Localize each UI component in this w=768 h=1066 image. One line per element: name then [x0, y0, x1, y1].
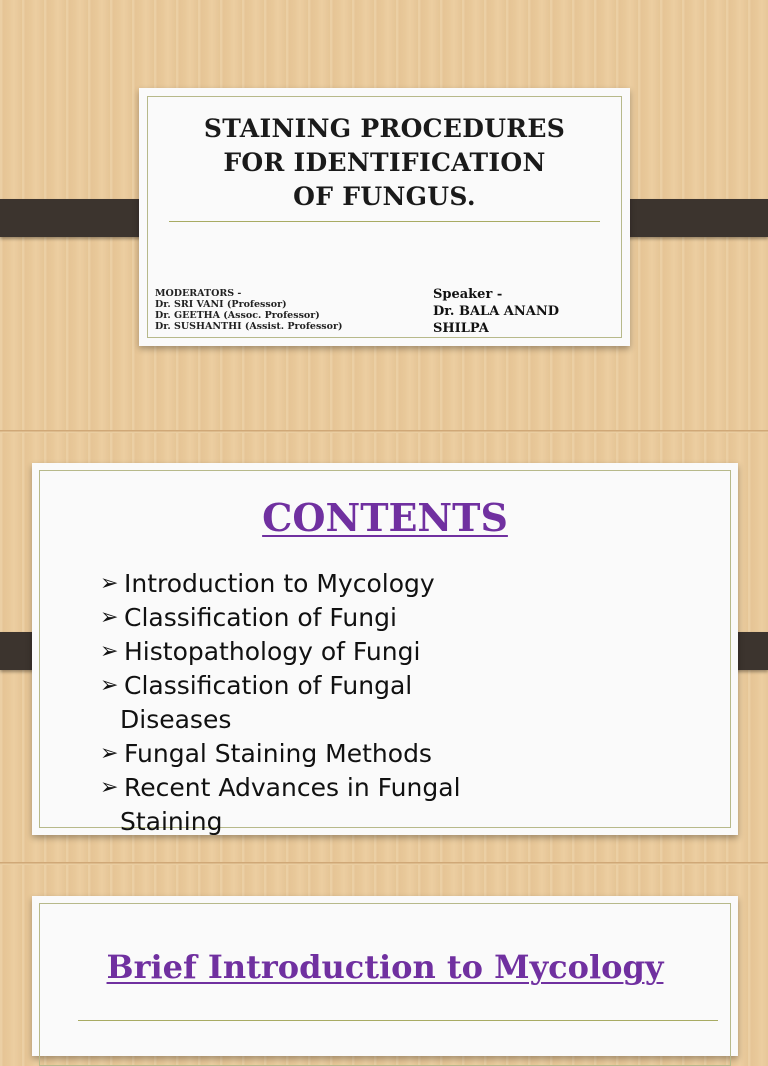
slide1-title — [139, 112, 630, 214]
list-item-text: Histopathology of Fungi — [124, 637, 421, 666]
speaker-block — [433, 286, 559, 337]
arrow-bullet-icon: ➢ — [100, 605, 119, 630]
arrow-bullet-icon: ➢ — [100, 673, 119, 698]
moderator-name: Dr. SUSHANTHI (Assist. Professor) — [155, 321, 343, 332]
moderator-name: Dr. SRI VANI (Professor) — [155, 299, 287, 310]
slide-1[interactable] — [139, 88, 630, 346]
list-item-continuation: Staining — [120, 807, 223, 836]
list-item-text: Fungal Staining Methods — [124, 739, 432, 768]
list-item-continuation: Diseases — [120, 705, 232, 734]
moderator-name: Dr. GEETHA (Assoc. Professor) — [155, 310, 320, 321]
list-item-text: Recent Advances in Fungal — [124, 773, 461, 802]
slide3-heading: Brief Introduction to Mycology — [106, 948, 664, 986]
list-item — [100, 635, 544, 669]
contents-list — [100, 567, 544, 839]
list-item — [100, 737, 544, 771]
moderators-block — [155, 288, 343, 332]
slide-2[interactable] — [32, 463, 738, 835]
slide1-left-bar — [0, 199, 156, 237]
plank-seam — [0, 862, 768, 865]
list-item-text: Introduction to Mycology — [124, 569, 435, 598]
title-line: FOR IDENTIFICATION — [223, 148, 546, 177]
list-item-text: Classification of Fungal — [124, 671, 413, 700]
speaker-name: Dr. BALA ANAND — [433, 304, 560, 319]
arrow-bullet-icon: ➢ — [100, 741, 119, 766]
arrow-bullet-icon: ➢ — [100, 639, 119, 664]
plank-seam — [0, 430, 768, 433]
moderators-heading: MODERATORS - — [155, 288, 242, 299]
title-line: OF FUNGUS. — [293, 182, 476, 211]
title-divider — [169, 221, 600, 222]
speaker-name: SHILPA — [433, 321, 489, 336]
speaker-label: Speaker - — [433, 287, 503, 302]
list-item-text: Classification of Fungi — [124, 603, 397, 632]
list-item — [100, 771, 544, 839]
slide-3[interactable] — [32, 896, 738, 1056]
title-line: STAINING PROCEDURES — [203, 114, 566, 143]
slide3-divider — [78, 1020, 718, 1021]
slide1-right-bar — [612, 199, 768, 237]
list-item — [100, 567, 544, 601]
list-item — [100, 669, 544, 737]
contents-heading: CONTENTS — [262, 495, 508, 540]
arrow-bullet-icon: ➢ — [100, 571, 119, 596]
list-item — [100, 601, 544, 635]
arrow-bullet-icon: ➢ — [100, 775, 119, 800]
